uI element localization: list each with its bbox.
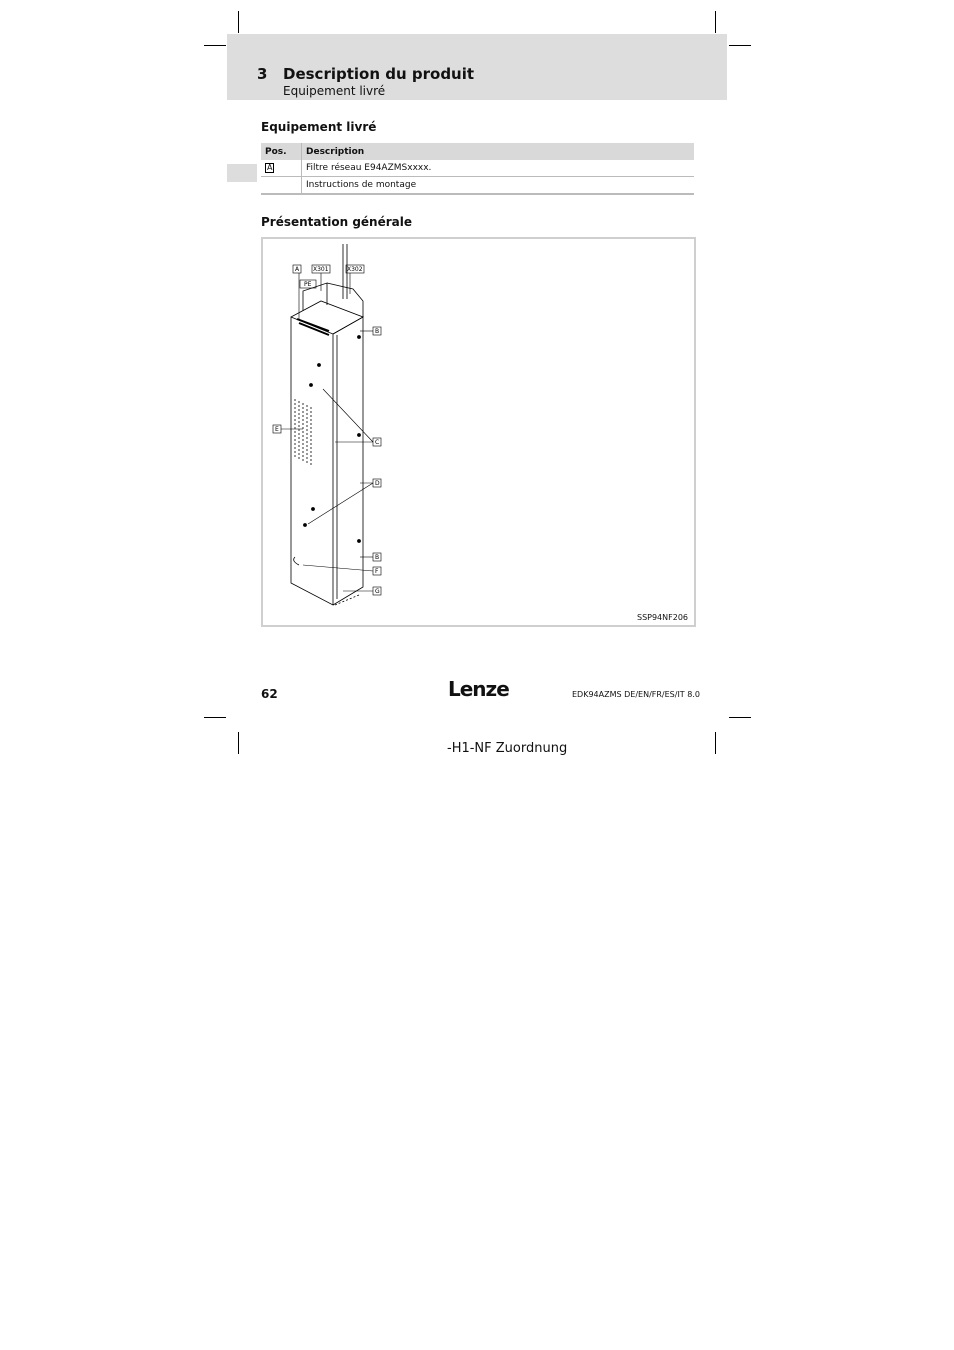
document-id: EDK94AZMS DE/EN/FR/ES/IT 8.0 bbox=[572, 690, 700, 699]
terminal-strip bbox=[297, 319, 329, 335]
language-tab bbox=[227, 164, 257, 182]
mounting-holes bbox=[304, 336, 361, 543]
ground-bolt bbox=[294, 557, 299, 565]
filter-side-face bbox=[333, 317, 363, 605]
crop-mark bbox=[238, 11, 239, 33]
label-x301: X301 bbox=[313, 266, 329, 273]
pos-cell bbox=[261, 160, 302, 177]
page-number: 62 bbox=[261, 687, 278, 701]
crop-mark bbox=[729, 45, 751, 46]
table-row bbox=[261, 177, 694, 195]
crop-mark bbox=[715, 732, 716, 754]
page-caption: -H1-NF Zuordnung bbox=[447, 741, 568, 756]
section-heading-overview: Présentation générale bbox=[261, 215, 413, 229]
column-header-pos: Pos. bbox=[261, 143, 302, 160]
terminal-housing bbox=[327, 283, 363, 317]
filter-drawing bbox=[263, 239, 694, 625]
chapter-number: 3 bbox=[257, 65, 268, 83]
description-cell: Instructions de montage bbox=[302, 177, 695, 195]
section-heading-supply: Equipement livré bbox=[261, 120, 377, 134]
callout-g: G bbox=[375, 588, 380, 595]
supply-table bbox=[261, 143, 694, 195]
description-cell: Filtre réseau E94AZMSxxxx. bbox=[302, 160, 695, 177]
callout-e: E bbox=[275, 426, 279, 433]
crop-mark bbox=[715, 11, 716, 33]
chapter-title: Description du produit bbox=[283, 65, 475, 83]
crop-mark bbox=[204, 45, 226, 46]
callout-d: D bbox=[375, 480, 380, 487]
pos-cell bbox=[261, 177, 302, 195]
table-row bbox=[261, 160, 694, 177]
callout-f: F bbox=[375, 568, 379, 575]
label-x302: X302 bbox=[347, 266, 363, 273]
brand-logo: Lenze bbox=[448, 677, 509, 701]
filter-top-face bbox=[291, 301, 363, 334]
position-letter: A bbox=[267, 163, 273, 172]
callout-c: C bbox=[375, 439, 380, 446]
crop-mark bbox=[204, 717, 226, 718]
chapter-subtitle: Equipement livré bbox=[283, 84, 386, 98]
callout-a: A bbox=[295, 266, 300, 273]
table-header-row bbox=[261, 143, 694, 160]
filter-front-face bbox=[291, 317, 333, 605]
vent-grid bbox=[295, 399, 311, 467]
label-pe: PE bbox=[304, 281, 312, 288]
overview-figure bbox=[261, 237, 696, 627]
figure-code: SSP94NF206 bbox=[636, 613, 688, 622]
crop-mark bbox=[238, 732, 239, 754]
callout-b-lower: B bbox=[375, 554, 380, 561]
column-header-description: Description bbox=[302, 143, 695, 160]
callout-b: B bbox=[375, 328, 380, 335]
crop-mark bbox=[729, 717, 751, 718]
